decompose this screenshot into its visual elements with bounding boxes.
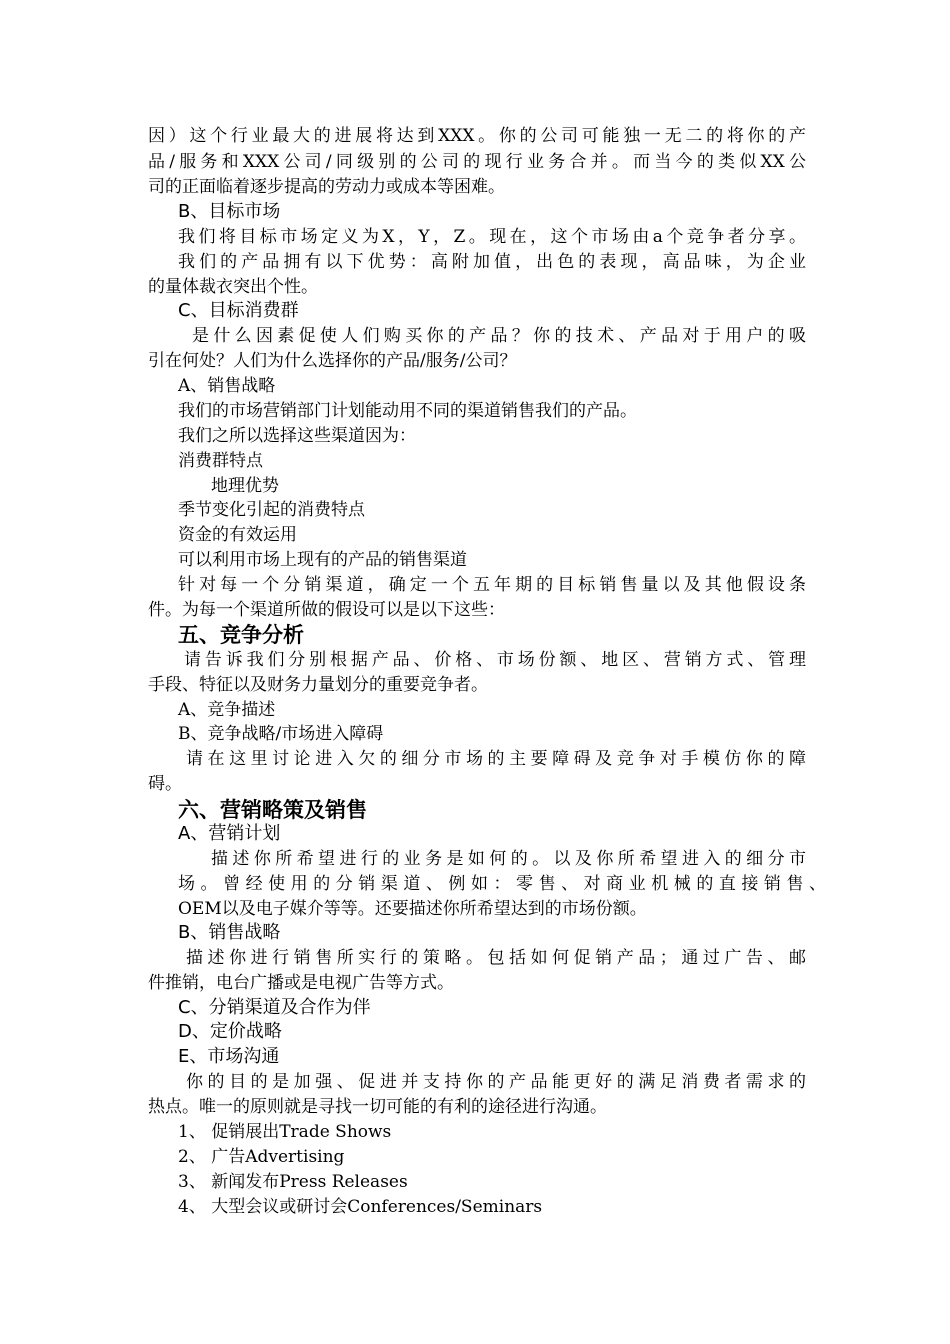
sales-strategy-item: 可以利用市场上现有的产品的销售渠道 [178,550,467,570]
marketing-strategy-line-2: 件推销，电台广播或是电视广告等方式。 [148,973,454,993]
marketing-plan-line-3: OEM以及电子媒介等等。还要描述你所希望达到的市场份额。 [178,899,647,919]
intro-line-1: 因）这个行业最大的进展将达到XXX。你的公司可能独一无二的将你的产 [148,126,806,146]
target-consumers-line-2: 引在何处？人们为什么选择你的产品/服务/公司？ [148,351,517,371]
list-item: 2、 广告Advertising [178,1147,345,1167]
target-consumers-line-1: 是什么因素促使人们购买你的产品？你的技术、产品对于用户的吸 [192,326,806,346]
sales-strategy-item: 季节变化引起的消费特点 [178,500,365,520]
marketing-strategy-line-1: 描述你进行销售所实行的策略。包括如何促销产品；通过广告、邮 [186,948,806,968]
heading-pricing-strategy: D、定价战略 [178,1021,282,1042]
heading-market-communication: E、市场沟通 [178,1046,280,1067]
heading-sales-strategy-b: B、销售战略 [178,922,281,943]
sales-strategy-line-2: 我们之所以选择这些渠道因为： [178,426,416,446]
intro-line-3: 司的正面临着逐步提高的劳动力或成本等困难。 [148,177,505,197]
intro-line-2: 品/服务和XXX公司/同级别的公司的现行业务合并。而当今的类似XX公 [148,152,806,172]
list-item: 3、 新闻发布Press Releases [178,1172,408,1192]
communication-line-1: 你的目的是加强、促进并支持你的产品能更好的满足消费者需求的 [186,1072,806,1092]
competition-line-4: 碍。 [148,774,182,794]
heading-target-consumers: C、目标消费群 [178,300,299,321]
sales-strategy-line-4: 件。为每一个渠道所做的假设可以是以下这些： [148,600,505,620]
heading-marketing: 六、营销略策及销售 [178,798,367,822]
competition-line-1: 请告诉我们分别根据产品、价格、市场份额、地区、营销方式、管理 [184,650,806,670]
heading-sales-strategy-a: A、销售战略 [178,376,276,396]
list-item: 1、 促销展出Trade Shows [178,1122,392,1142]
heading-target-market: B、目标市场 [178,201,281,222]
heading-marketing-plan: A、营销计划 [178,823,281,844]
target-market-line-3: 的量体裁衣突出个性。 [148,277,318,297]
competition-sub-a: A、竞争描述 [178,700,276,720]
competition-line-3: 请在这里讨论进入欠的细分市场的主要障碍及竞争对手模仿你的障 [186,749,806,769]
target-market-line-1: 我们将目标市场定义为X，Y，Z。现在，这个市场由a个竞争者分享。 [178,227,806,247]
sales-strategy-item: 消费群特点 [178,451,263,471]
sales-strategy-item: 地理优势 [211,476,279,496]
competition-sub-b: B、竞争战略/市场进入障碍 [178,724,384,744]
competition-line-2: 手段、特征以及财务力量划分的重要竞争者。 [148,675,488,695]
sales-strategy-line-1: 我们的市场营销部门计划能动用不同的渠道销售我们的产品。 [178,401,637,421]
sales-strategy-line-3: 针对每一个分销渠道，确定一个五年期的目标销售量以及其他假设条 [178,575,806,595]
sales-strategy-item: 资金的有效运用 [178,525,297,545]
list-item: 4、 大型会议或研讨会Conferences/Seminars [178,1197,543,1217]
marketing-plan-line-2: 场。曾经使用的分销渠道、例如：零售、对商业机械的直接销售、 [178,874,826,894]
heading-competition: 五、竞争分析 [178,623,304,647]
heading-distribution-channels: C、分销渠道及合作为伴 [178,997,371,1018]
target-market-line-2: 我们的产品拥有以下优势：高附加值，出色的表现，高品味，为企业 [178,252,806,272]
communication-line-2: 热点。唯一的原则就是寻找一切可能的有利的途径进行沟通。 [148,1097,607,1117]
marketing-plan-line-1: 描述你所希望进行的业务是如何的。以及你所希望进入的细分市 [211,849,806,869]
